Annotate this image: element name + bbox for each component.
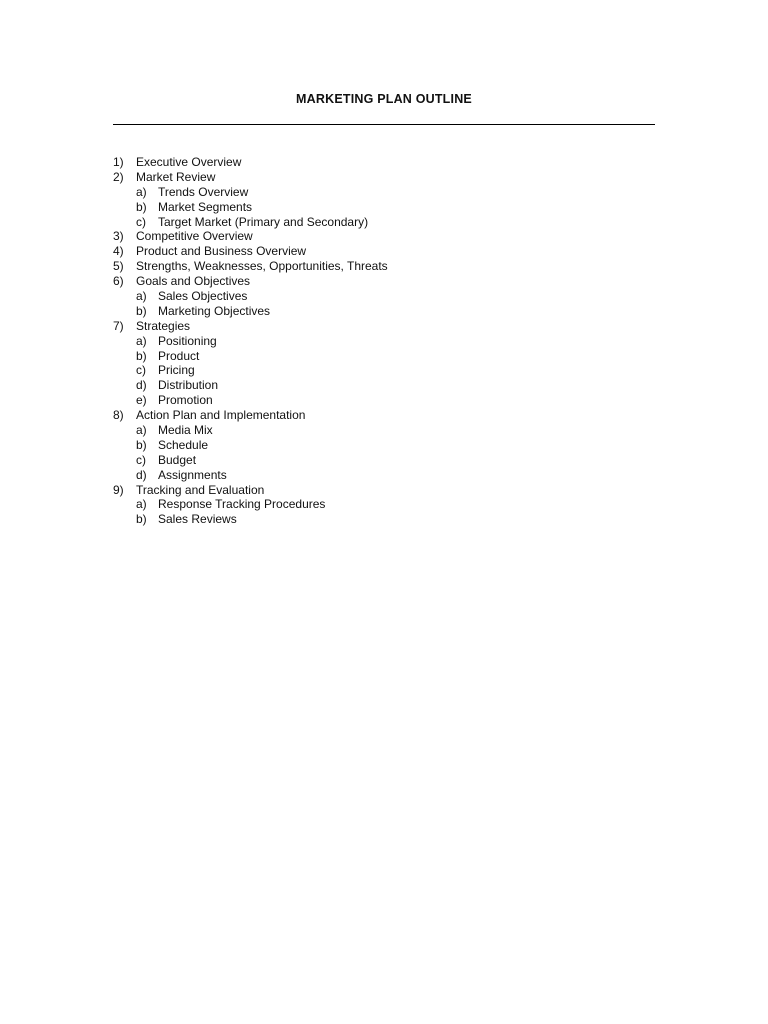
outline-label: Promotion (158, 393, 213, 408)
outline-marker: c) (136, 363, 146, 378)
outline-subitem (113, 289, 673, 304)
outline-marker: 4) (113, 244, 124, 259)
outline-marker: 2) (113, 169, 124, 184)
outline-subitem (113, 334, 673, 349)
outline-marker: 3) (113, 229, 124, 244)
outline-subitem (113, 215, 673, 230)
outline-item (113, 259, 673, 274)
outline-subitem (113, 423, 673, 438)
outline-marker: 1) (113, 155, 124, 169)
outline-marker: d) (136, 467, 147, 482)
outline-label: Trends Overview (158, 184, 249, 199)
outline-marker: c) (136, 452, 146, 467)
outline-marker: a) (136, 184, 147, 199)
outline-subitem (113, 304, 673, 319)
outline-marker: 7) (113, 318, 124, 333)
outline-item (113, 155, 673, 170)
outline-label: Schedule (158, 437, 209, 452)
outline-marker: c) (136, 214, 146, 229)
outline-marker: a) (136, 333, 147, 348)
outline-label: Distribution (158, 378, 219, 393)
outline-subitem (113, 393, 673, 408)
outline-marker: b) (136, 303, 147, 318)
outline-marker: a) (136, 497, 147, 512)
outline-label: Product and Business Overview (136, 244, 307, 259)
outline-list (113, 155, 673, 527)
outline-label: Marketing Objectives (158, 303, 271, 318)
outline-subitem (113, 349, 673, 364)
outline-label: Product (158, 348, 200, 363)
outline-label: Market Review (136, 169, 216, 184)
outline-label: Strategies (136, 318, 191, 333)
outline-subitem (113, 185, 673, 200)
outline-item (113, 319, 673, 334)
outline-subitem (113, 468, 673, 483)
outline-label: Tracking and Evaluation (136, 482, 265, 497)
outline-item (113, 483, 673, 498)
outline-marker: e) (136, 393, 147, 408)
outline-subitem (113, 438, 673, 453)
outline-label: Strengths, Weaknesses, Opportunities, Threats (136, 259, 388, 274)
outline-label: Positioning (158, 333, 217, 348)
outline-item (113, 229, 673, 244)
outline-marker: b) (136, 437, 147, 452)
outline-label: Budget (158, 452, 197, 467)
outline-label: Sales Reviews (158, 512, 237, 527)
outline-marker: 6) (113, 274, 124, 289)
outline-label: Assignments (158, 467, 227, 482)
outline-label: Media Mix (158, 423, 213, 438)
outline-subitem (113, 512, 673, 527)
outline-marker: a) (136, 289, 147, 304)
outline-label: Market Segments (158, 199, 253, 214)
outline-item (113, 408, 673, 423)
outline-item (113, 170, 673, 185)
outline-label: Pricing (158, 363, 195, 378)
outline-marker: 9) (113, 482, 124, 497)
outline-subitem (113, 497, 673, 512)
outline-subitem (113, 363, 673, 378)
outline-subitem (113, 378, 673, 393)
outline-marker: b) (136, 348, 147, 363)
outline-marker: a) (136, 423, 147, 438)
outline-label: Action Plan and Implementation (136, 408, 306, 423)
outline-marker: b) (136, 199, 147, 214)
outline-item (113, 244, 673, 259)
outline-marker: 8) (113, 408, 124, 423)
outline-marker: d) (136, 378, 147, 393)
outline-subitem (113, 453, 673, 468)
outline-marker: b) (136, 512, 147, 527)
outline-label: Executive Overview (136, 155, 242, 169)
document-title: MARKETING PLAN OUTLINE (296, 92, 472, 106)
outline-label: Competitive Overview (136, 229, 253, 244)
outline-subitem (113, 200, 673, 215)
outline-marker: 5) (113, 259, 124, 274)
outline-label: Target Market (Primary and Secondary) (158, 214, 369, 229)
outline-label: Response Tracking Procedures (158, 497, 326, 512)
title-rule (113, 124, 655, 125)
outline-item (113, 274, 673, 289)
outline-label: Goals and Objectives (136, 274, 251, 289)
outline-label: Sales Objectives (158, 289, 248, 304)
